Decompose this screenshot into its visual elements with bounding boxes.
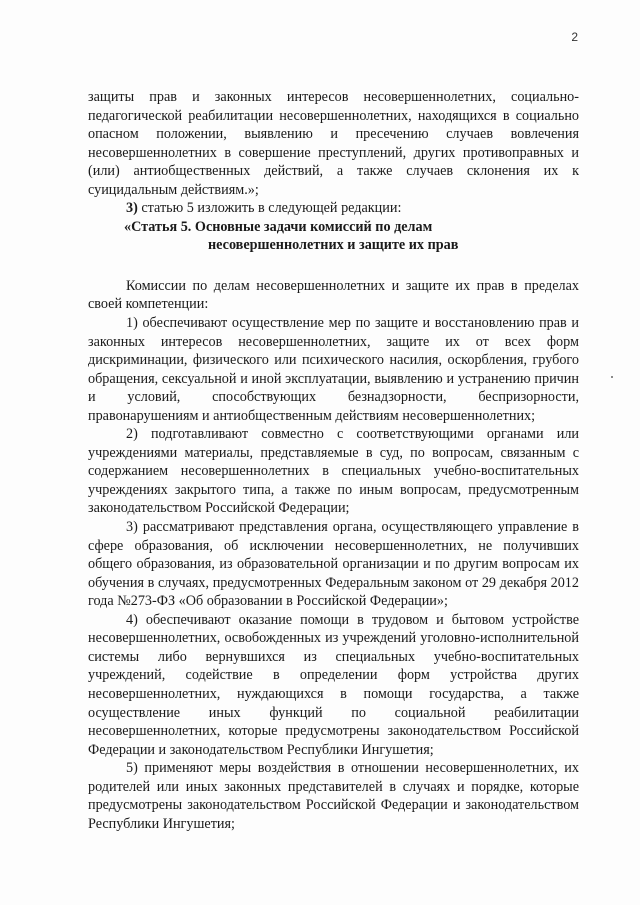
paragraph-continuation: защиты прав и законных интересов несовершеннолетних, социально-педагогической реабилитации несовершеннолетних, находящихся в социально опасном положении, выявлению и пресечению случаев вовлечения несовершеннолетних в совершение преступлений, других противоправных и (или) антиобщественных действий, а также случаев склонения их к суицидальным действиям.»; (88, 89, 579, 198)
paragraph-item-3: 3) рассматривают представления органа, осуществляющего управление в сфере образования, об исключении несовершеннолетних, не получивших общего образования, из образовательной организации и по другим вопросам их обучения в случаях, предусмотренных Федеральным законом от 29 декабря 2012 года №273-ФЗ «Об образовании в Российской Федерации»; (88, 519, 579, 610)
article-heading-line-1: «Статья 5. Основные задачи комиссий по делам (124, 218, 433, 235)
scan-artifact (611, 376, 613, 378)
spacer (88, 255, 579, 277)
paragraph-intro: Комиссии по делам несовершеннолетних и защите их прав в пределах своей компетенции: (88, 277, 579, 313)
paragraph-amendment-3 (88, 199, 579, 218)
paragraph-item-1: 1) обеспечивают осуществление мер по защите и восстановлению прав и законных интересов несовершеннолетних, защите их от всех форм дискриминации, физического или психического насилия, оскорбления, грубого обращения, сексуальной и иной эксплуатации, выявлению и устранению причин и условий, способствующих безнадзорности, беспризорности, правонарушениям и антиобщественным действиям несовершеннолетних; (88, 315, 579, 424)
clause-text: статью 5 изложить в следующей редакции: (137, 200, 402, 217)
article-heading-line-2: несовершеннолетних и защите их прав (208, 237, 459, 254)
paragraph-item-5: 5) применяют меры воздействия в отношении несовершеннолетних, их родителей или иных законных представителей в случаях и порядке, которые предусмотрены законодательством Российской Федерации и законодательством Республики Ингушетия; (88, 760, 579, 832)
paragraph-item-4: 4) обеспечивают оказание помощи в трудовом и бытовом устройстве несовершеннолетних, освобожденных из учреждений уголовно-исполнительной системы либо вернувшихся из специальных учебно-воспитательных учреждений, содействие в определении форм устройства других несовершеннолетних, нуждающихся в помощи государства, а также осуществление иных функций по социальной реабилитации несовершеннолетних, которые предусмотрены законодательством Российской Федерации и законодательством Республики Ингушетия; (88, 611, 579, 758)
paragraph-item-2: 2) подготавливают совместно с соответствующими органами или учреждениями материалы, представляемые в суд, по вопросам, связанным с содержанием несовершеннолетних в специальных учебно-воспитательных учреждениях закрытого типа, а также по иным вопросам, предусмотренным законодательством Российской Федерации; (88, 426, 579, 517)
article-heading (88, 218, 579, 255)
document-body (88, 88, 579, 833)
page-number: 2 (571, 30, 578, 44)
clause-number: 3) (126, 200, 138, 217)
